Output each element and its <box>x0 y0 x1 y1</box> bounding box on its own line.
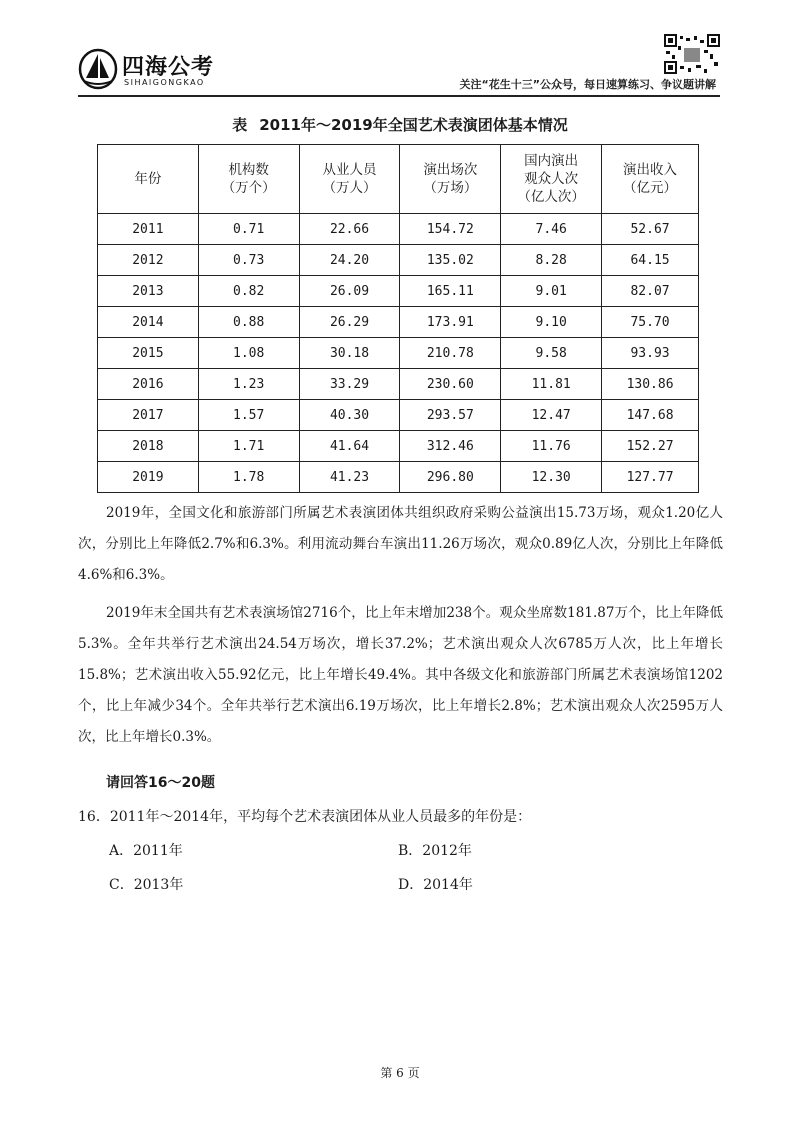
table-row <box>98 276 699 307</box>
value-cell: 52.67 <box>602 214 699 245</box>
year-cell: 2012 <box>98 245 199 276</box>
option-a: A．2011年 <box>109 843 183 859</box>
year-cell: 2016 <box>98 369 199 400</box>
value-cell: 9.10 <box>501 307 602 338</box>
value-cell: 30.18 <box>299 338 400 369</box>
table-title <box>0 114 800 135</box>
value-cell: 312.46 <box>400 431 501 462</box>
value-cell: 296.80 <box>400 462 501 493</box>
table-header-row <box>98 145 699 214</box>
value-cell: 93.93 <box>602 338 699 369</box>
header-cell: 年份 <box>98 145 199 214</box>
year-cell: 2015 <box>98 338 199 369</box>
value-cell: 12.30 <box>501 462 602 493</box>
value-cell: 293.57 <box>400 400 501 431</box>
header-tagline: 关注“花生十三”公众号，每日速算练习、争议题讲解 <box>459 78 716 91</box>
value-cell: 11.76 <box>501 431 602 462</box>
option-c: C．2013年 <box>109 877 184 893</box>
value-cell: 7.46 <box>501 214 602 245</box>
table-body <box>98 214 699 493</box>
table-row <box>98 431 699 462</box>
value-cell: 12.47 <box>501 400 602 431</box>
paragraph-2 <box>78 598 723 753</box>
table-row <box>98 214 699 245</box>
value-cell: 82.07 <box>602 276 699 307</box>
page-number: 第 6 页 <box>380 1066 420 1080</box>
value-cell: 64.15 <box>602 245 699 276</box>
value-cell: 152.27 <box>602 431 699 462</box>
brand-logo <box>78 48 228 92</box>
table-row <box>98 400 699 431</box>
year-cell: 2018 <box>98 431 199 462</box>
value-cell: 135.02 <box>400 245 501 276</box>
value-cell: 210.78 <box>400 338 501 369</box>
paragraph-1 <box>78 498 723 591</box>
value-cell: 230.60 <box>400 369 501 400</box>
table-title-text: 2011年～2019年全国艺术表演团体基本情况 <box>259 116 568 134</box>
header-cell: 演出场次 （万场） <box>400 145 501 214</box>
table-row <box>98 245 699 276</box>
value-cell: 26.09 <box>299 276 400 307</box>
brand-name: 四海公考 <box>122 55 215 80</box>
value-cell: 41.23 <box>299 462 400 493</box>
value-cell: 33.29 <box>299 369 400 400</box>
value-cell: 41.64 <box>299 431 400 462</box>
header-cell: 国内演出 观众人次 （亿人次） <box>501 145 602 214</box>
value-cell: 22.66 <box>299 214 400 245</box>
sailboat-logo-icon <box>78 48 118 90</box>
year-cell: 2019 <box>98 462 199 493</box>
page-header <box>0 0 800 98</box>
option-b: B．2012年 <box>398 843 472 859</box>
brand-name-latin: SIHAIGONGKAO <box>124 78 205 87</box>
value-cell: 0.88 <box>198 307 299 338</box>
value-cell: 1.23 <box>198 369 299 400</box>
data-table <box>97 144 699 493</box>
value-cell: 130.86 <box>602 369 699 400</box>
value-cell: 165.11 <box>400 276 501 307</box>
value-cell: 75.70 <box>602 307 699 338</box>
year-cell: 2014 <box>98 307 199 338</box>
header-cell: 演出收入 （亿元） <box>602 145 699 214</box>
value-cell: 9.58 <box>501 338 602 369</box>
paragraph-text: 2019年，全国文化和旅游部门所属艺术表演团体共组织政府采购公益演出15.73万场，观众1.20亿人次，分别比上年降低2.7%和6.3%。利用流动舞台车演出11.26万场次，观众0.89亿人次，分别比上年降低4.6%和6.3%。 <box>78 505 723 583</box>
value-cell: 0.82 <box>198 276 299 307</box>
value-cell: 24.20 <box>299 245 400 276</box>
value-cell: 147.68 <box>602 400 699 431</box>
value-cell: 173.91 <box>400 307 501 338</box>
year-cell: 2017 <box>98 400 199 431</box>
value-cell: 0.73 <box>198 245 299 276</box>
header-divider <box>78 95 720 97</box>
value-cell: 9.01 <box>501 276 602 307</box>
qr-code-icon <box>664 34 720 74</box>
value-cell: 1.78 <box>198 462 299 493</box>
table-title-lead: 表 <box>232 116 248 134</box>
header-cell: 从业人员 （万人） <box>299 145 400 214</box>
value-cell: 40.30 <box>299 400 400 431</box>
table-row <box>98 369 699 400</box>
value-cell: 127.77 <box>602 462 699 493</box>
option-d: D．2014年 <box>398 877 473 893</box>
value-cell: 154.72 <box>400 214 501 245</box>
value-cell: 26.29 <box>299 307 400 338</box>
header-cell: 机构数 （万个） <box>198 145 299 214</box>
table-row <box>98 307 699 338</box>
table-row <box>98 338 699 369</box>
value-cell: 1.08 <box>198 338 299 369</box>
paragraph-text: 2019年末全国共有艺术表演场馆2716个，比上年末增加238个。观众坐席数181.87万个，比上年降低5.3%。全年共举行艺术演出24.54万场次，增长37.2%；艺术演出观众人次6785万人次，比上年增长15.8%；艺术演出收入55.92亿元，比上年增长49.4%。其中各级文化和旅游部门所属艺术表演场馆1202个，比上年减少34个。全年共举行艺术演出6.19万场次，比上年增长2.8%；艺术演出观众人次2595万人次，比上年增长0.3%。 <box>78 605 723 745</box>
value-cell: 1.57 <box>198 400 299 431</box>
year-cell: 2011 <box>98 214 199 245</box>
question-16: 16．2011年～2014年，平均每个艺术表演团体从业人员最多的年份是： <box>78 809 532 825</box>
table-row <box>98 462 699 493</box>
value-cell: 1.71 <box>198 431 299 462</box>
value-cell: 0.71 <box>198 214 299 245</box>
year-cell: 2013 <box>98 276 199 307</box>
value-cell: 8.28 <box>501 245 602 276</box>
question-instruction: 请回答16～20题 <box>106 775 215 791</box>
value-cell: 11.81 <box>501 369 602 400</box>
